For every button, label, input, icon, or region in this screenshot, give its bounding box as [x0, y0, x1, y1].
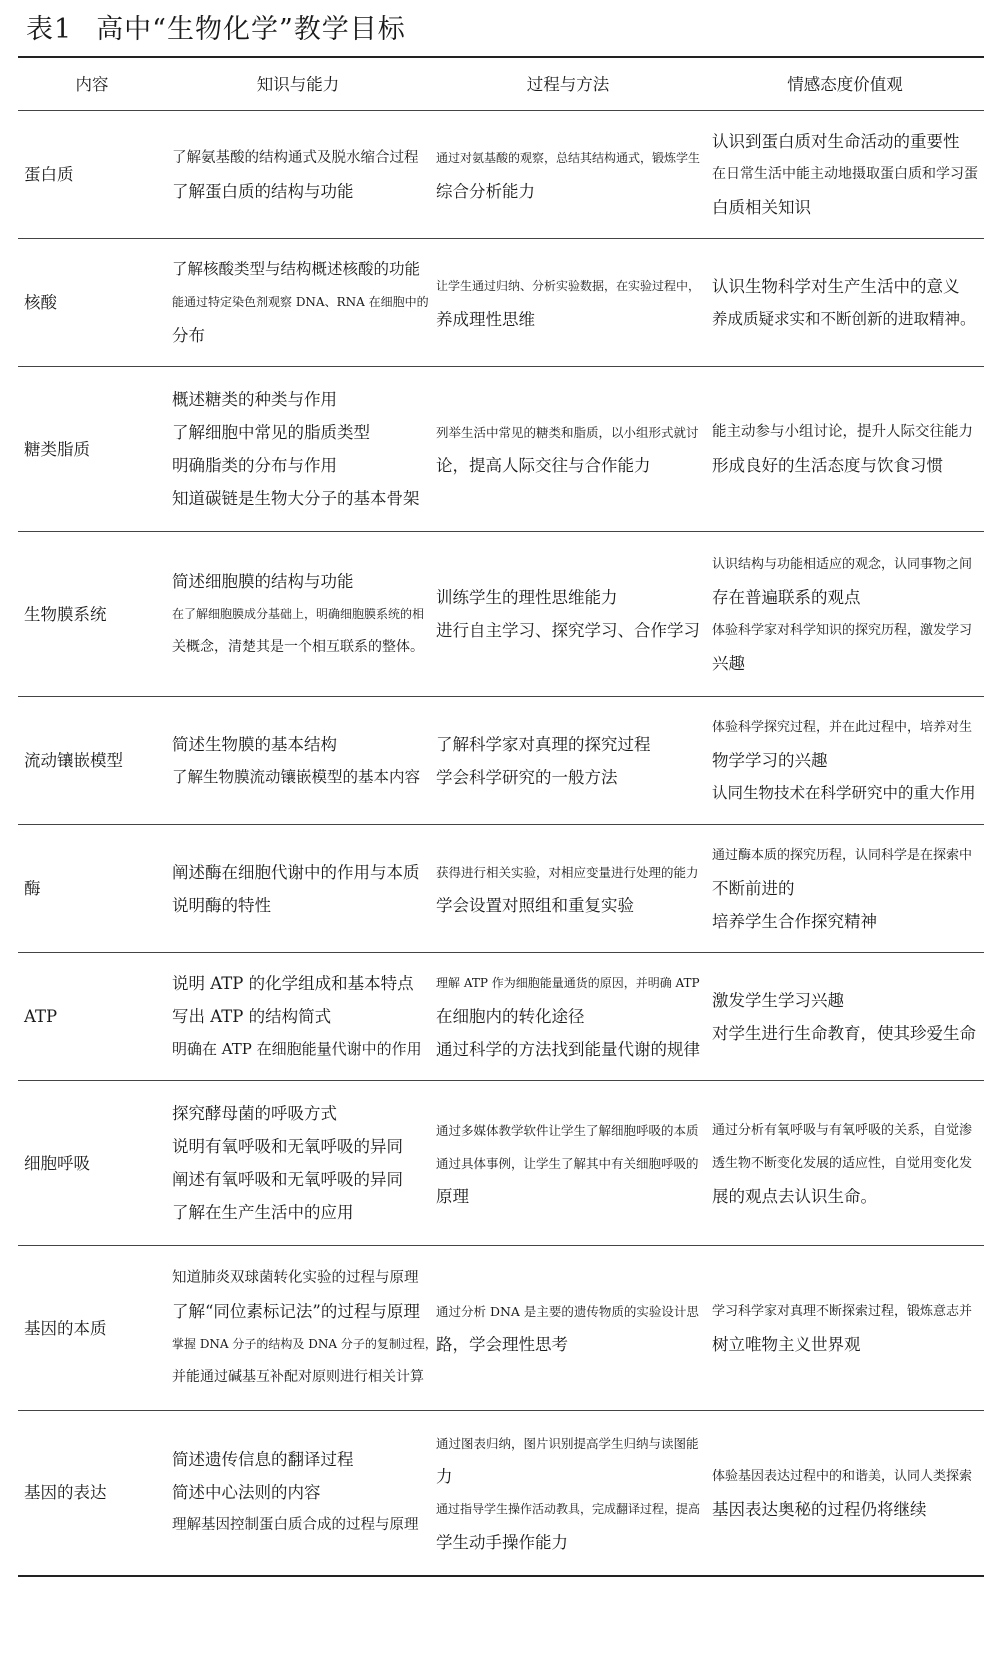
row-topic: 糖类脂质	[18, 367, 166, 532]
cell-text-line: 通过分析有氧呼吸与有氧呼吸的关系，自觉渗	[712, 1122, 973, 1138]
row-process-cell	[430, 1246, 706, 1411]
row-knowledge-cell	[166, 825, 430, 953]
cell-text-line: 在了解细胞膜成分基础上，明确细胞膜系统的相	[172, 606, 425, 621]
cell-text-line: 培养学生合作探究精神	[712, 912, 877, 931]
row-knowledge-cell	[166, 1246, 437, 1411]
table-row	[18, 367, 984, 532]
cell-text-line: 透生物不断变化发展的适应性，自觉用变化发	[712, 1155, 973, 1171]
cell-text-line: 简述中心法则的内容	[172, 1483, 321, 1503]
cell-text-line: 存在普遍联系的观点	[712, 588, 861, 607]
cell-text-line: 了解“同位素标记法”的过程与原理	[172, 1302, 420, 1321]
cell-text-line: 认识生物科学对生产生活中的意义	[712, 276, 960, 296]
header-emotion-attitude-values: 情感态度价值观	[706, 57, 984, 111]
cell-text-line: 明确在 ATP 在细胞能量代谢中的作用	[172, 1040, 422, 1058]
cell-text-line: 理解基因控制蛋白质合成的过程与原理	[172, 1517, 419, 1534]
cell-text-line: 学会科学研究的一般方法	[436, 767, 618, 787]
row-topic: 核酸	[18, 239, 166, 367]
cell-text-line: 关概念，清楚其是一个相互联系的整体。	[172, 638, 424, 655]
cell-text-line: 通过多媒体教学软件让学生了解细胞呼吸的本质	[436, 1122, 699, 1138]
cell-text-line: 通过指导学生操作活动教具，完成翻译过程，提高	[436, 1501, 701, 1516]
cell-text-line: 体验科学家对科学知识的探究历程，激发学习	[712, 623, 973, 638]
cell-text-line: 学生动手操作能力	[436, 1532, 568, 1552]
cell-text-line: 养成理性思维	[436, 309, 535, 329]
row-topic: 生物膜系统	[18, 532, 166, 697]
cell-text-line: 理解 ATP 作为细胞能量通货的原因，并明确 ATP	[436, 976, 700, 990]
cell-text-line: 了解生物膜流动镶嵌模型的基本内容	[172, 767, 421, 786]
cell-text-line: 简述遗传信息的翻译过程	[172, 1450, 354, 1470]
table-row	[18, 111, 984, 239]
cell-text-line: 兴趣	[712, 654, 745, 673]
cell-text-line: 通过分析 DNA 是主要的遗传物质的实验设计思	[436, 1304, 699, 1319]
table-row	[18, 825, 984, 953]
row-attitude-cell	[706, 532, 984, 697]
caption-number: 表1	[26, 14, 73, 45]
cell-text-line: 通过图表归纳，图片识别提高学生归纳与读图能	[436, 1435, 699, 1451]
cell-text-line: 形成良好的生活态度与饮食习惯	[712, 456, 943, 475]
cell-text-line: 写出 ATP 的结构简式	[172, 1007, 332, 1026]
cell-text-line: 了解核酸类型与结构概述核酸的功能	[172, 260, 421, 278]
cell-text-line: 训练学生的理性思维能力	[436, 588, 618, 607]
cell-text-line: 了解科学家对真理的探究过程	[436, 734, 651, 754]
cell-text-line: 说明 ATP 的化学组成和基本特点	[172, 974, 414, 993]
cell-text-line: 说明酶的特性	[172, 895, 271, 915]
cell-text-line: 白质相关知识	[712, 198, 811, 217]
table-header-row	[18, 57, 984, 111]
table-row	[18, 1081, 984, 1246]
cell-text-line: 不断前进的	[712, 879, 795, 898]
row-process-cell	[430, 111, 706, 239]
cell-text-line: 了解蛋白质的结构与功能	[172, 181, 354, 201]
row-process-cell	[430, 697, 706, 825]
row-attitude-cell	[706, 825, 984, 953]
row-attitude-cell	[706, 239, 984, 367]
table-row	[18, 1411, 984, 1576]
row-process-cell	[430, 532, 706, 697]
cell-text-line: 学会设置对照组和重复实验	[436, 895, 634, 915]
cell-text-line: 在日常生活中能主动地摄取蛋白质和学习蛋	[712, 166, 978, 182]
row-attitude-cell	[706, 697, 984, 825]
row-process-cell	[430, 1411, 706, 1576]
table-row	[18, 532, 984, 697]
cell-text-line: 路，学会理性思考	[436, 1335, 568, 1354]
row-attitude-cell	[706, 111, 984, 239]
cell-text-line: 原理	[436, 1186, 469, 1206]
cell-text-line: 阐述有氧呼吸和无氧呼吸的异同	[172, 1170, 403, 1189]
cell-text-line: 知道碳链是生物大分子的基本骨架	[172, 489, 420, 508]
row-attitude-cell	[706, 1246, 984, 1411]
cell-text-line: 学习科学家对真理不断探索过程，锻炼意志并	[712, 1304, 973, 1319]
cell-text-line: 分布	[172, 326, 205, 345]
row-knowledge-cell	[166, 239, 430, 367]
cell-text-line: 简述生物膜的基本结构	[172, 734, 337, 754]
cell-text-line: 阐述酶在细胞代谢中的作用与本质	[172, 862, 420, 882]
cell-text-line: 树立唯物主义世界观	[712, 1335, 861, 1354]
row-knowledge-cell	[166, 532, 430, 697]
cell-text-line: 知道肺炎双球菌转化实验的过程与原理	[172, 1270, 419, 1286]
cell-text-line: 简述细胞膜的结构与功能	[172, 571, 354, 591]
table-caption	[26, 10, 406, 50]
cell-text-line: 了解氨基酸的结构通式及脱水缩合过程	[172, 149, 419, 166]
cell-text-line: 列举生活中常见的糖类和脂质，以小组形式就讨	[436, 425, 699, 440]
cell-text-line: 明确脂类的分布与作用	[172, 456, 337, 475]
row-knowledge-cell	[166, 697, 430, 825]
table-row	[18, 239, 984, 367]
cell-text-line: 激发学生学习兴趣	[712, 990, 844, 1010]
cell-text-line: 了解细胞中常见的脂质类型	[172, 423, 370, 442]
row-attitude-cell	[706, 1081, 984, 1246]
cell-text-line: 通过对氨基酸的观察，总结其结构通式，锻炼学生	[436, 150, 701, 165]
cell-text-line: 通过酶本质的探究历程，认同科学是在探索中	[712, 848, 973, 863]
row-knowledge-cell	[166, 1081, 430, 1246]
row-process-cell	[430, 239, 706, 367]
row-knowledge-cell	[166, 111, 430, 239]
cell-text-line: 基因表达奥秘的过程仍将继续	[712, 1499, 927, 1519]
cell-text-line: 力	[436, 1466, 453, 1486]
cell-text-line: 通过科学的方法找到能量代谢的规律	[436, 1040, 700, 1059]
header-knowledge-ability: 知识与能力	[166, 57, 430, 111]
row-knowledge-cell	[166, 953, 430, 1081]
row-attitude-cell	[706, 953, 984, 1081]
row-process-cell	[430, 825, 706, 953]
cell-text-line: 能通过特定染色剂观察 DNA、RNA 在细胞中的	[172, 295, 429, 309]
cell-text-line: 认识到蛋白质对生命活动的重要性	[712, 132, 960, 151]
row-attitude-cell	[706, 367, 984, 532]
row-attitude-cell	[706, 1411, 984, 1576]
cell-text-line: 掌握 DNA 分子的结构及 DNA 分子的复制过程，	[172, 1337, 437, 1351]
row-topic: 基因的表达	[18, 1411, 166, 1576]
cell-text-line: 认同生物技术在科学研究中的重大作用	[712, 784, 976, 802]
cell-text-line: 了解在生产生活中的应用	[172, 1203, 354, 1222]
row-process-cell	[430, 953, 706, 1081]
cell-text-line: 通过具体事例，让学生了解其中有关细胞呼吸的	[436, 1155, 699, 1171]
teaching-objectives-table	[18, 56, 984, 1577]
cell-text-line: 在细胞内的转化途径	[436, 1007, 585, 1026]
cell-text-line: 能主动参与小组讨论，提升人际交往能力	[712, 424, 973, 440]
row-topic: 基因的本质	[18, 1246, 166, 1411]
table-row	[18, 1246, 984, 1411]
table-row	[18, 953, 984, 1081]
row-knowledge-cell	[166, 367, 430, 532]
cell-text-line: 展的观点去认识生命。	[712, 1186, 877, 1206]
cell-text-line: 认识结构与功能相适应的观念，认同事物之间	[712, 557, 973, 572]
cell-text-line: 获得进行相关实验，对相应变量进行处理的能力	[436, 864, 699, 880]
row-process-cell	[430, 367, 706, 532]
caption-title: 高中“生物化学”教学目标	[96, 14, 406, 45]
row-topic: 流动镶嵌模型	[18, 697, 166, 825]
table-row	[18, 697, 984, 825]
cell-text-line: 养成质疑求实和不断创新的进取精神。	[712, 309, 976, 328]
cell-text-line: 体验科学探究过程，并在此过程中，培养对生	[712, 720, 973, 735]
cell-text-line: 论，提高人际交往与合作能力	[436, 456, 651, 475]
row-topic: 细胞呼吸	[18, 1081, 166, 1246]
cell-text-line: 进行自主学习、探究学习、合作学习	[436, 621, 700, 640]
row-topic: ATP	[18, 953, 166, 1081]
row-topic: 酶	[18, 825, 166, 953]
cell-text-line: 综合分析能力	[436, 181, 535, 201]
cell-text-line: 并能通过碱基互补配对原则进行相关计算	[172, 1369, 424, 1385]
cell-text-line: 体验基因表达过程中的和谐美，认同人类探索	[712, 1468, 973, 1484]
cell-text-line: 概述糖类的种类与作用	[172, 390, 337, 409]
header-process-method: 过程与方法	[430, 57, 706, 111]
cell-text-line: 对学生进行生命教育，使其珍爱生命	[712, 1023, 976, 1043]
cell-text-line: 物学学习的兴趣	[712, 751, 828, 770]
cell-text-line: 说明有氧呼吸和无氧呼吸的异同	[172, 1137, 403, 1156]
cell-text-line: 让学生通过归纳、分析实验数据，在实验过程中，	[436, 278, 701, 293]
row-process-cell	[430, 1081, 706, 1246]
header-content: 内容	[18, 57, 166, 111]
cell-text-line: 探究酵母菌的呼吸方式	[172, 1104, 337, 1123]
row-knowledge-cell	[166, 1411, 430, 1576]
row-topic: 蛋白质	[18, 111, 166, 239]
